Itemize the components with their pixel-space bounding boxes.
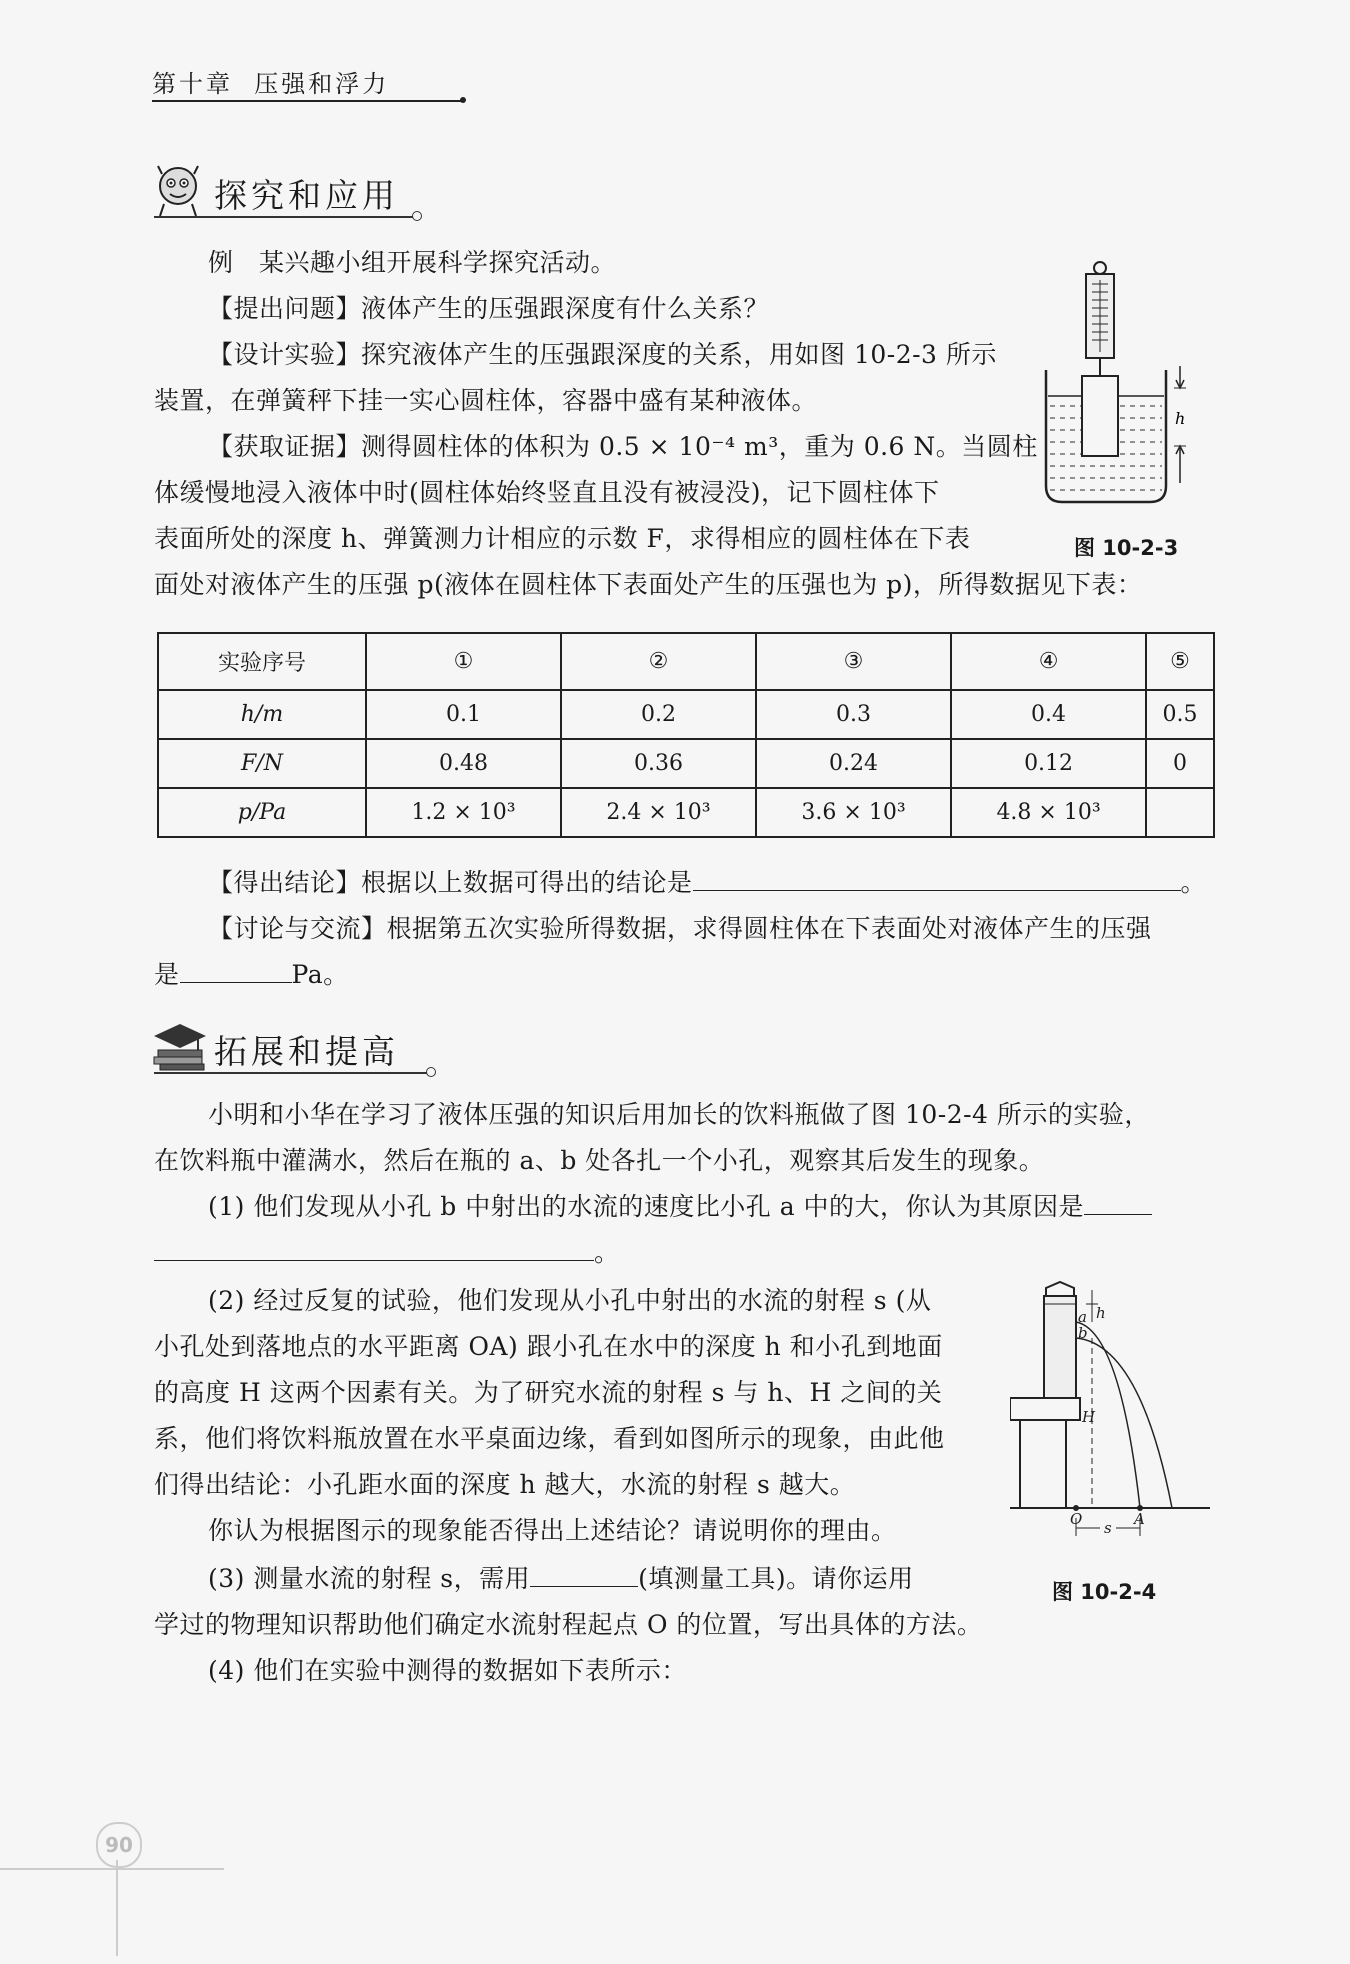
question-2-line: 系，他们将饮料瓶放置在水平桌面边缘，看到如图所示的现象，由此他 (154, 1424, 945, 1453)
table-cell: 0.36 (561, 739, 756, 788)
label-O: O (1070, 1510, 1083, 1528)
question-1 (208, 1184, 1152, 1230)
label-s: s (1104, 1519, 1112, 1537)
table-cell: 0.1 (366, 690, 561, 739)
section-rule (154, 1072, 430, 1074)
section-title-explore: 探究和应用 (214, 176, 399, 215)
conclusion-text: 【得出结论】根据以上数据可得出的结论是 (208, 868, 693, 897)
section-rule-end (412, 211, 422, 221)
table-cell: h/m (158, 690, 366, 739)
table-cell: F/N (158, 739, 366, 788)
header-rule (152, 100, 462, 102)
table-cell: 0.48 (366, 739, 561, 788)
discussion-text: 是 (154, 960, 180, 989)
answer-blank[interactable] (154, 1232, 594, 1261)
answer-blank[interactable] (693, 862, 1181, 891)
discussion-unit: Pa。 (291, 960, 349, 989)
table-cell: ③ (756, 633, 951, 690)
discussion-line: 【讨论与交流】根据第五次实验所得数据，求得圆柱体在下表面处对液体产生的压强 (208, 914, 1152, 943)
question-2-line: 你认为根据图示的现象能否得出上述结论？请说明你的理由。 (208, 1516, 897, 1545)
table-row (158, 690, 1214, 739)
table-cell: 3.6 × 10³ (756, 788, 951, 837)
header-rule-dot (460, 97, 466, 103)
figure-bottle-jets (1010, 1280, 1210, 1550)
question-text: (1) 他们发现从小孔 b 中射出的水流的速度比小孔 a 中的大，你认为其原因是 (208, 1192, 1085, 1221)
table-cell: p/Pa (158, 788, 366, 837)
paragraph-line: 表面所处的深度 h、弹簧测力计相应的示数 F，求得相应的圆柱体在下表 (154, 524, 971, 553)
footer-rule-vertical (116, 1860, 118, 1956)
paragraph-line: 装置，在弹簧秤下挂一实心圆柱体，容器中盛有某种液体。 (154, 386, 818, 415)
chapter-header (152, 64, 389, 99)
question-2-line: (2) 经过反复的试验，他们发现从小孔中射出的水流的射程 s (从 (208, 1286, 932, 1315)
chapter-title: 压强和浮力 (254, 70, 390, 98)
table-cell: ④ (951, 633, 1146, 690)
question-3 (208, 1556, 914, 1602)
label-b: b (1078, 1324, 1088, 1342)
table-cell: 0.12 (951, 739, 1146, 788)
answer-blank[interactable] (530, 1558, 638, 1587)
figure-spring-scale (1040, 258, 1200, 508)
section-title-extend: 拓展和提高 (214, 1032, 399, 1071)
label-h: h (1096, 1304, 1106, 1322)
paragraph-line: 面处对液体产生的压强 p(液体在圆柱体下表面处产生的压强也为 p)，所得数据见下表： (154, 570, 1143, 599)
paragraph-line: 【设计实验】探究液体产生的压强跟深度的关系，用如图 10-2-3 所示 (208, 340, 997, 369)
label-A: A (1134, 1510, 1145, 1528)
figure-caption: 图 10-2-3 (1074, 536, 1179, 560)
paragraph-line: 小明和小华在学习了液体压强的知识后用加长的饮料瓶做了图 10-2-4 所示的实验， (208, 1100, 1150, 1129)
period: 。 (1180, 868, 1207, 897)
table-cell: ① (366, 633, 561, 690)
label-a: a (1078, 1308, 1087, 1326)
table-cell: ⑤ (1146, 633, 1214, 690)
figure-caption: 图 10-2-4 (1052, 1580, 1157, 1604)
paragraph-line: 体缓慢地浸入液体中时(圆柱体始终竖直且没有被浸没)，记下圆柱体下 (154, 478, 940, 507)
question-text: (3) 测量水流的射程 s，需用 (208, 1564, 531, 1593)
question-4: (4) 他们在实验中测得的数据如下表所示： (208, 1656, 687, 1685)
table-cell: 2.4 × 10³ (561, 788, 756, 837)
table-cell: 0.4 (951, 690, 1146, 739)
table-cell: ② (561, 633, 756, 690)
table-cell: 实验序号 (158, 633, 366, 690)
chapter-number: 第十章 (152, 70, 233, 98)
answer-blank[interactable] (1084, 1186, 1152, 1215)
page-number: 90 (96, 1822, 142, 1868)
conclusion-line (208, 860, 1206, 906)
answer-blank[interactable] (180, 954, 292, 983)
table-row (158, 788, 1214, 837)
table-cell: 0.5 (1146, 690, 1214, 739)
data-table (157, 632, 1215, 838)
books-icon (150, 1016, 208, 1072)
question-text: (填测量工具)。请你运用 (638, 1564, 914, 1593)
label-H: H (1082, 1408, 1096, 1426)
footer-rule (0, 1868, 224, 1870)
section-rule-end (426, 1067, 436, 1077)
section-rule (154, 216, 416, 218)
figure-label-h: h (1175, 409, 1186, 428)
question-3-line2: 学过的物理知识帮助他们确定水流射程起点 O 的位置，写出具体的方法。 (154, 1610, 983, 1639)
table-row (158, 739, 1214, 788)
paragraph-line: 【提出问题】液体产生的压强跟深度有什么关系？ (208, 294, 770, 323)
question-2-line: 们得出结论：小孔距水面的深度 h 越大，水流的射程 s 越大。 (154, 1470, 856, 1499)
question-2-line: 的高度 H 这两个因素有关。为了研究水流的射程 s 与 h、H 之间的关 (154, 1378, 943, 1407)
question-1-cont (154, 1230, 620, 1276)
table-cell: 0.3 (756, 690, 951, 739)
table-cell: 1.2 × 10³ (366, 788, 561, 837)
table-header-row (158, 633, 1214, 690)
question-2-line: 小孔处到落地点的水平距离 OA) 跟小孔在水中的深度 h 和小孔到地面 (154, 1332, 943, 1361)
table-cell: 0 (1146, 739, 1214, 788)
table-cell: 0.2 (561, 690, 756, 739)
paragraph-line: 【获取证据】测得圆柱体的体积为 0.5 × 10⁻⁴ m³，重为 0.6 N。当圆柱 (208, 432, 1038, 461)
table-cell (1146, 788, 1214, 837)
discussion-line-2 (154, 952, 349, 998)
table-cell: 0.24 (756, 739, 951, 788)
example-line: 例 某兴趣小组开展科学探究活动。 (208, 248, 617, 277)
paragraph-line: 在饮料瓶中灌满水，然后在瓶的 a、b 处各扎一个小孔，观察其后发生的现象。 (154, 1146, 1045, 1175)
mascot-icon (150, 160, 206, 220)
table-cell: 4.8 × 10³ (951, 788, 1146, 837)
period: 。 (594, 1238, 620, 1267)
